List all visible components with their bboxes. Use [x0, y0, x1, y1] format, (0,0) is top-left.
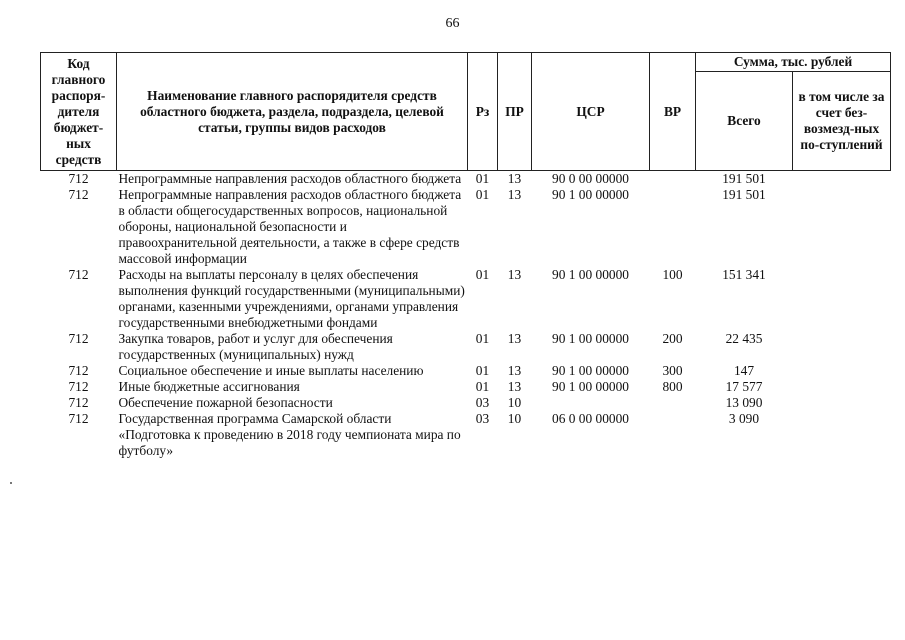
table-header: [41, 53, 891, 171]
cell-csr: 90 1 00 00000: [552, 363, 629, 378]
table-row: [41, 363, 891, 379]
cell-total: 17 577: [725, 379, 763, 394]
cell-free: [793, 379, 891, 395]
budget-table: [40, 52, 891, 459]
cell-free: [793, 331, 891, 363]
header-name: Наименование главного распорядителя средств областного бюджета, раздела, подраздела, целевой статьи, группы видов расходов: [117, 53, 468, 171]
cell-vr: [650, 411, 696, 459]
cell-code: 712: [68, 379, 89, 394]
table-row: [41, 331, 891, 363]
cell-vr: 200: [662, 331, 683, 346]
header-free: в том числе за счет без-возмезд-ных по-ступлений: [793, 72, 891, 171]
cell-free: [793, 267, 891, 331]
cell-rz: 01: [475, 363, 490, 378]
header-total: Всего: [696, 72, 793, 171]
cell-csr: 90 1 00 00000: [552, 331, 629, 346]
cell-total: 3 090: [728, 411, 760, 426]
cell-rz: 01: [475, 331, 490, 346]
table-row: [41, 379, 891, 395]
cell-name: Непрограммные направления расходов областного бюджета в области общегосударственных вопросов, национальной обороны, национальной безопасности и правоохранительной деятельности, а также в сфере средств массовой информации: [118, 187, 462, 266]
table-row: [41, 171, 891, 188]
cell-code: 712: [68, 395, 89, 410]
cell-csr: 90 1 00 00000: [552, 267, 629, 282]
cell-vr: 300: [662, 363, 683, 378]
cell-vr: [650, 395, 696, 411]
header-pr: ПР: [498, 53, 532, 171]
cell-total: 147: [733, 363, 755, 378]
cell-total: 13 090: [725, 395, 763, 410]
cell-pr: 13: [507, 267, 522, 282]
table-row: [41, 267, 891, 331]
header-code: Код главного распоря-дителя бюджет-ных средств: [41, 53, 117, 171]
cell-rz: 01: [475, 267, 490, 282]
cell-name: Государственная программа Самарской области «Подготовка к проведению в 2018 году чемпионата мира по футболу»: [118, 411, 461, 458]
scan-mark: [10, 482, 12, 484]
page-number: 66: [445, 16, 460, 31]
cell-pr: 13: [507, 379, 522, 394]
cell-csr: 90 0 00 00000: [552, 171, 629, 186]
cell-name: Расходы на выплаты персоналу в целях обеспечения выполнения функций государственными (муниципальными) органами, казенными учреждениями, органами управления государственными внебюджетными фондами: [118, 267, 465, 330]
cell-name: Закупка товаров, работ и услуг для обеспечения государственных (муниципальных) нужд: [118, 331, 393, 362]
cell-free: [793, 171, 891, 188]
cell-pr: 13: [507, 331, 522, 346]
cell-pr: 10: [507, 411, 522, 426]
cell-csr: 90 1 00 00000: [552, 187, 629, 202]
cell-code: 712: [68, 411, 89, 426]
cell-csr: 90 1 00 00000: [552, 379, 629, 394]
cell-name: Иные бюджетные ассигнования: [118, 379, 300, 394]
cell-csr: 06 0 00 00000: [552, 411, 629, 426]
cell-rz: 03: [475, 411, 490, 426]
cell-code: 712: [68, 363, 89, 378]
cell-rz: 01: [475, 379, 490, 394]
cell-vr: [650, 171, 696, 188]
cell-total: 191 501: [722, 171, 766, 186]
cell-name: Обеспечение пожарной безопасности: [118, 395, 333, 410]
table-row: [41, 187, 891, 267]
cell-total: 191 501: [722, 187, 766, 202]
cell-code: 712: [68, 267, 89, 282]
header-vr: ВР: [650, 53, 696, 171]
cell-pr: 10: [507, 395, 522, 410]
cell-pr: 13: [507, 187, 522, 202]
cell-pr: 13: [507, 363, 522, 378]
cell-name: Социальное обеспечение и иные выплаты населению: [118, 363, 424, 378]
cell-free: [793, 363, 891, 379]
cell-code: 712: [68, 331, 89, 346]
cell-name: Непрограммные направления расходов областного бюджета: [118, 171, 462, 186]
cell-code: 712: [68, 187, 89, 202]
header-sum-group: Сумма, тыс. рублей: [696, 53, 891, 72]
cell-free: [793, 187, 891, 267]
cell-vr: 800: [662, 379, 683, 394]
cell-vr: [650, 187, 696, 267]
cell-rz: 01: [475, 171, 490, 186]
cell-pr: 13: [507, 171, 522, 186]
cell-total: 151 341: [722, 267, 766, 282]
table-body: [41, 171, 891, 460]
cell-free: [793, 411, 891, 459]
cell-rz: 03: [475, 395, 490, 410]
header-rz: Рз: [468, 53, 498, 171]
cell-free: [793, 395, 891, 411]
header-csr: ЦСР: [532, 53, 650, 171]
table-row: [41, 411, 891, 459]
cell-csr: [532, 395, 650, 411]
cell-vr: 100: [662, 267, 683, 282]
table-row: [41, 395, 891, 411]
cell-rz: 01: [475, 187, 490, 202]
cell-total: 22 435: [725, 331, 763, 346]
cell-code: 712: [68, 171, 89, 186]
